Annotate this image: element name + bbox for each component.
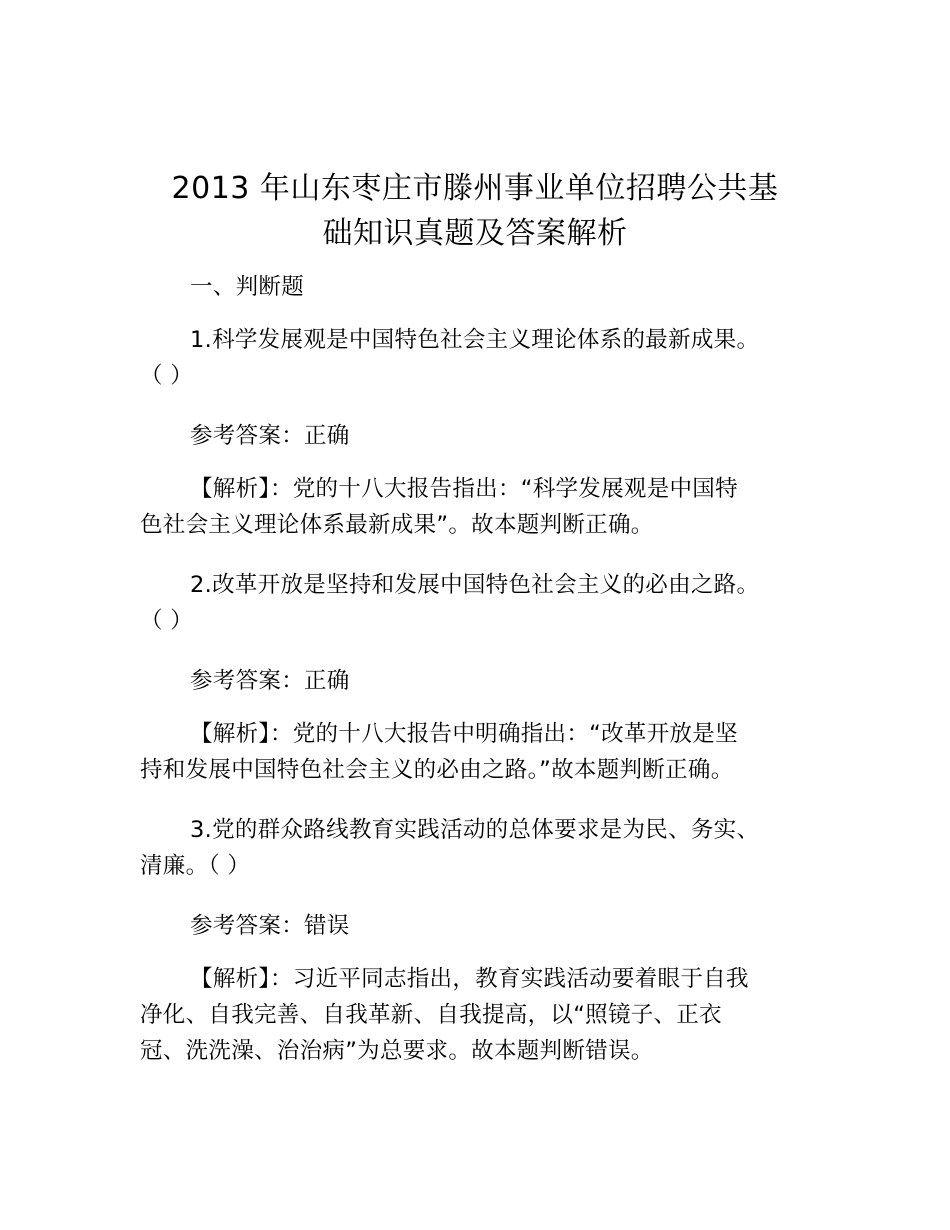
- question-1-line-2: （ ）: [140, 363, 194, 389]
- analysis-2-line-1: 【解析】：党的十八大报告中明确指出：“改革开放是坚: [190, 721, 738, 747]
- question-3: [140, 812, 820, 884]
- analysis-3-line-1: 【解析】：习近平同志指出，教育实践活动要着眼于自我: [190, 966, 749, 992]
- question-1-line-1: 1.科学发展观是中国特色社会主义理论体系的最新成果。: [190, 327, 760, 353]
- question-3-line-2: 清廉。（ ）: [140, 853, 251, 879]
- question-2: [140, 567, 820, 639]
- answer-3: 参考答案：错误: [190, 913, 350, 939]
- document-title: [140, 166, 810, 256]
- answer-1: 参考答案：正确: [190, 423, 350, 449]
- analysis-2-line-2: 持和发展中国特色社会主义的必由之路。”故本题判断正确。: [140, 757, 734, 783]
- question-2-line-2: （ ）: [140, 608, 194, 634]
- analysis-3-line-2: 净化、自我完善、自我革新、自我提高，以“照镜子、正衣: [140, 1002, 722, 1028]
- analysis-1: [140, 471, 820, 543]
- analysis-2: [140, 716, 820, 788]
- question-1: [140, 322, 820, 394]
- title-line-1: 2013 年山东枣庄市滕州事业单位招聘公共基: [171, 171, 779, 206]
- section-heading: 一、判断题: [190, 274, 305, 300]
- answer-2: 参考答案：正确: [190, 668, 350, 694]
- analysis-3-line-3: 冠、洗洗澡、治治病”为总要求。故本题判断错误。: [140, 1038, 654, 1064]
- analysis-3: [140, 961, 820, 1069]
- analysis-1-line-2: 色社会主义理论体系最新成果”。故本题判断正确。: [140, 512, 654, 538]
- question-2-line-1: 2.改革开放是坚持和发展中国特色社会主义的必由之路。: [190, 572, 760, 598]
- question-3-line-1: 3.党的群众路线教育实践活动的总体要求是为民、务实、: [190, 817, 760, 843]
- title-line-2: 础知识真题及答案解析: [322, 216, 628, 251]
- analysis-1-line-1: 【解析】：党的十八大报告指出：“科学发展观是中国特: [190, 476, 738, 502]
